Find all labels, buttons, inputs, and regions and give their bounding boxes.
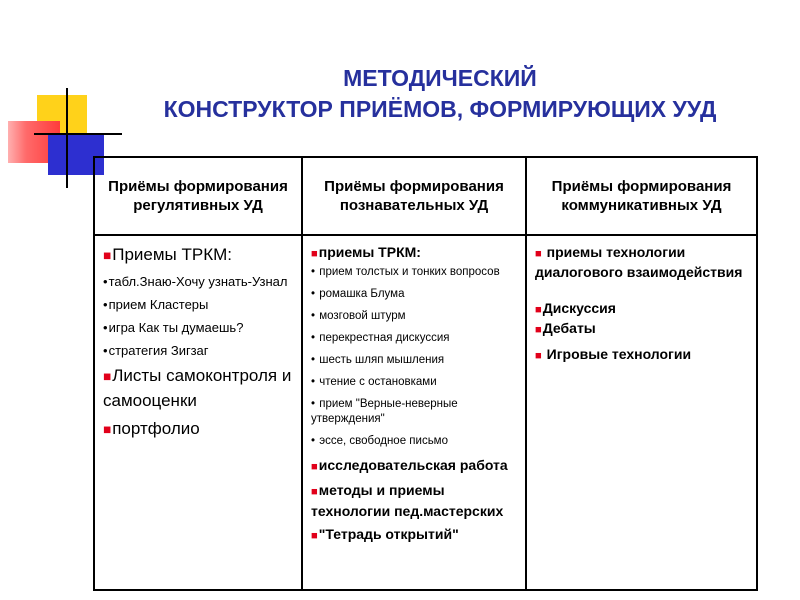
list-item: ■ Игровые технологии xyxy=(535,346,692,362)
bullet-square-icon: ■ xyxy=(535,324,542,336)
list-item: • шесть шляп мышления xyxy=(311,354,445,366)
cell-communicative xyxy=(526,235,757,590)
header-regulatory: Приёмы формирования регулятивных УД xyxy=(94,157,302,235)
slide-title-line1: МЕТОДИЧЕСКИЙ xyxy=(343,65,537,91)
cell-cognitive xyxy=(302,235,526,590)
list-item: ■ приемы технологии диалогового взаимодействия xyxy=(535,244,743,280)
bullet-square-icon: ■ xyxy=(535,248,542,260)
list-item: •стратегия Зигзаг xyxy=(103,343,209,358)
list-item: •табл.Знаю-Хочу узнать-Узнал xyxy=(103,274,288,289)
list-item: ■Приемы ТРКМ: xyxy=(103,245,232,264)
list-item: • прием толстых и тонких вопросов xyxy=(311,266,500,278)
list-item: • прием "Верные-неверные утверждения" xyxy=(311,398,458,425)
bullet-square-icon: ■ xyxy=(103,369,112,384)
methods-table xyxy=(93,156,758,591)
header-cognitive: Приёмы формирования познавательных УД xyxy=(302,157,526,235)
logo-vertical-line xyxy=(66,88,68,188)
list-item: ■Дискуссия xyxy=(535,300,616,316)
bullet-square-icon: ■ xyxy=(103,248,112,263)
bullet-square-icon: ■ xyxy=(311,486,318,498)
list-item: • перекрестная дискуссия xyxy=(311,332,450,344)
list-item: • чтение с остановками xyxy=(311,376,437,388)
slide-title-line2: КОНСТРУКТОР ПРИЁМОВ, ФОРМИРУЮЩИХ УУД xyxy=(163,96,717,122)
list-item: •игра Как ты думаешь? xyxy=(103,320,244,335)
header-communicative: Приёмы формирования коммуникативных УД xyxy=(526,157,757,235)
cell-regulatory xyxy=(94,235,302,590)
list-item: ■портфолио xyxy=(103,419,200,438)
logo-horizontal-line xyxy=(34,133,122,135)
list-item: • ромашка Блума xyxy=(311,288,405,300)
list-item: •прием Кластеры xyxy=(103,297,209,312)
bullet-square-icon: ■ xyxy=(535,304,542,316)
bullet-square-icon: ■ xyxy=(535,350,542,362)
table-header-row xyxy=(94,157,757,235)
list-item: ■Дебаты xyxy=(535,320,596,336)
list-item: ■исследовательская работа xyxy=(311,457,508,473)
slide-title xyxy=(90,63,790,125)
list-item: ■методы и приемы технологии пед.мастерских xyxy=(311,482,504,519)
bullet-square-icon: ■ xyxy=(311,461,318,473)
list-item: ■приемы ТРКМ: xyxy=(311,244,421,260)
bullet-square-icon: ■ xyxy=(311,530,318,542)
list-item: • мозговой штурм xyxy=(311,310,406,322)
list-item: ■Листы самоконтроля и самооценки xyxy=(103,366,292,410)
list-item: ■"Тетрадь открытий" xyxy=(311,526,459,542)
bullet-square-icon: ■ xyxy=(311,248,318,260)
list-item: • эссе, свободное письмо xyxy=(311,435,448,447)
bullet-square-icon: ■ xyxy=(103,422,112,437)
table-body-row xyxy=(94,235,757,590)
